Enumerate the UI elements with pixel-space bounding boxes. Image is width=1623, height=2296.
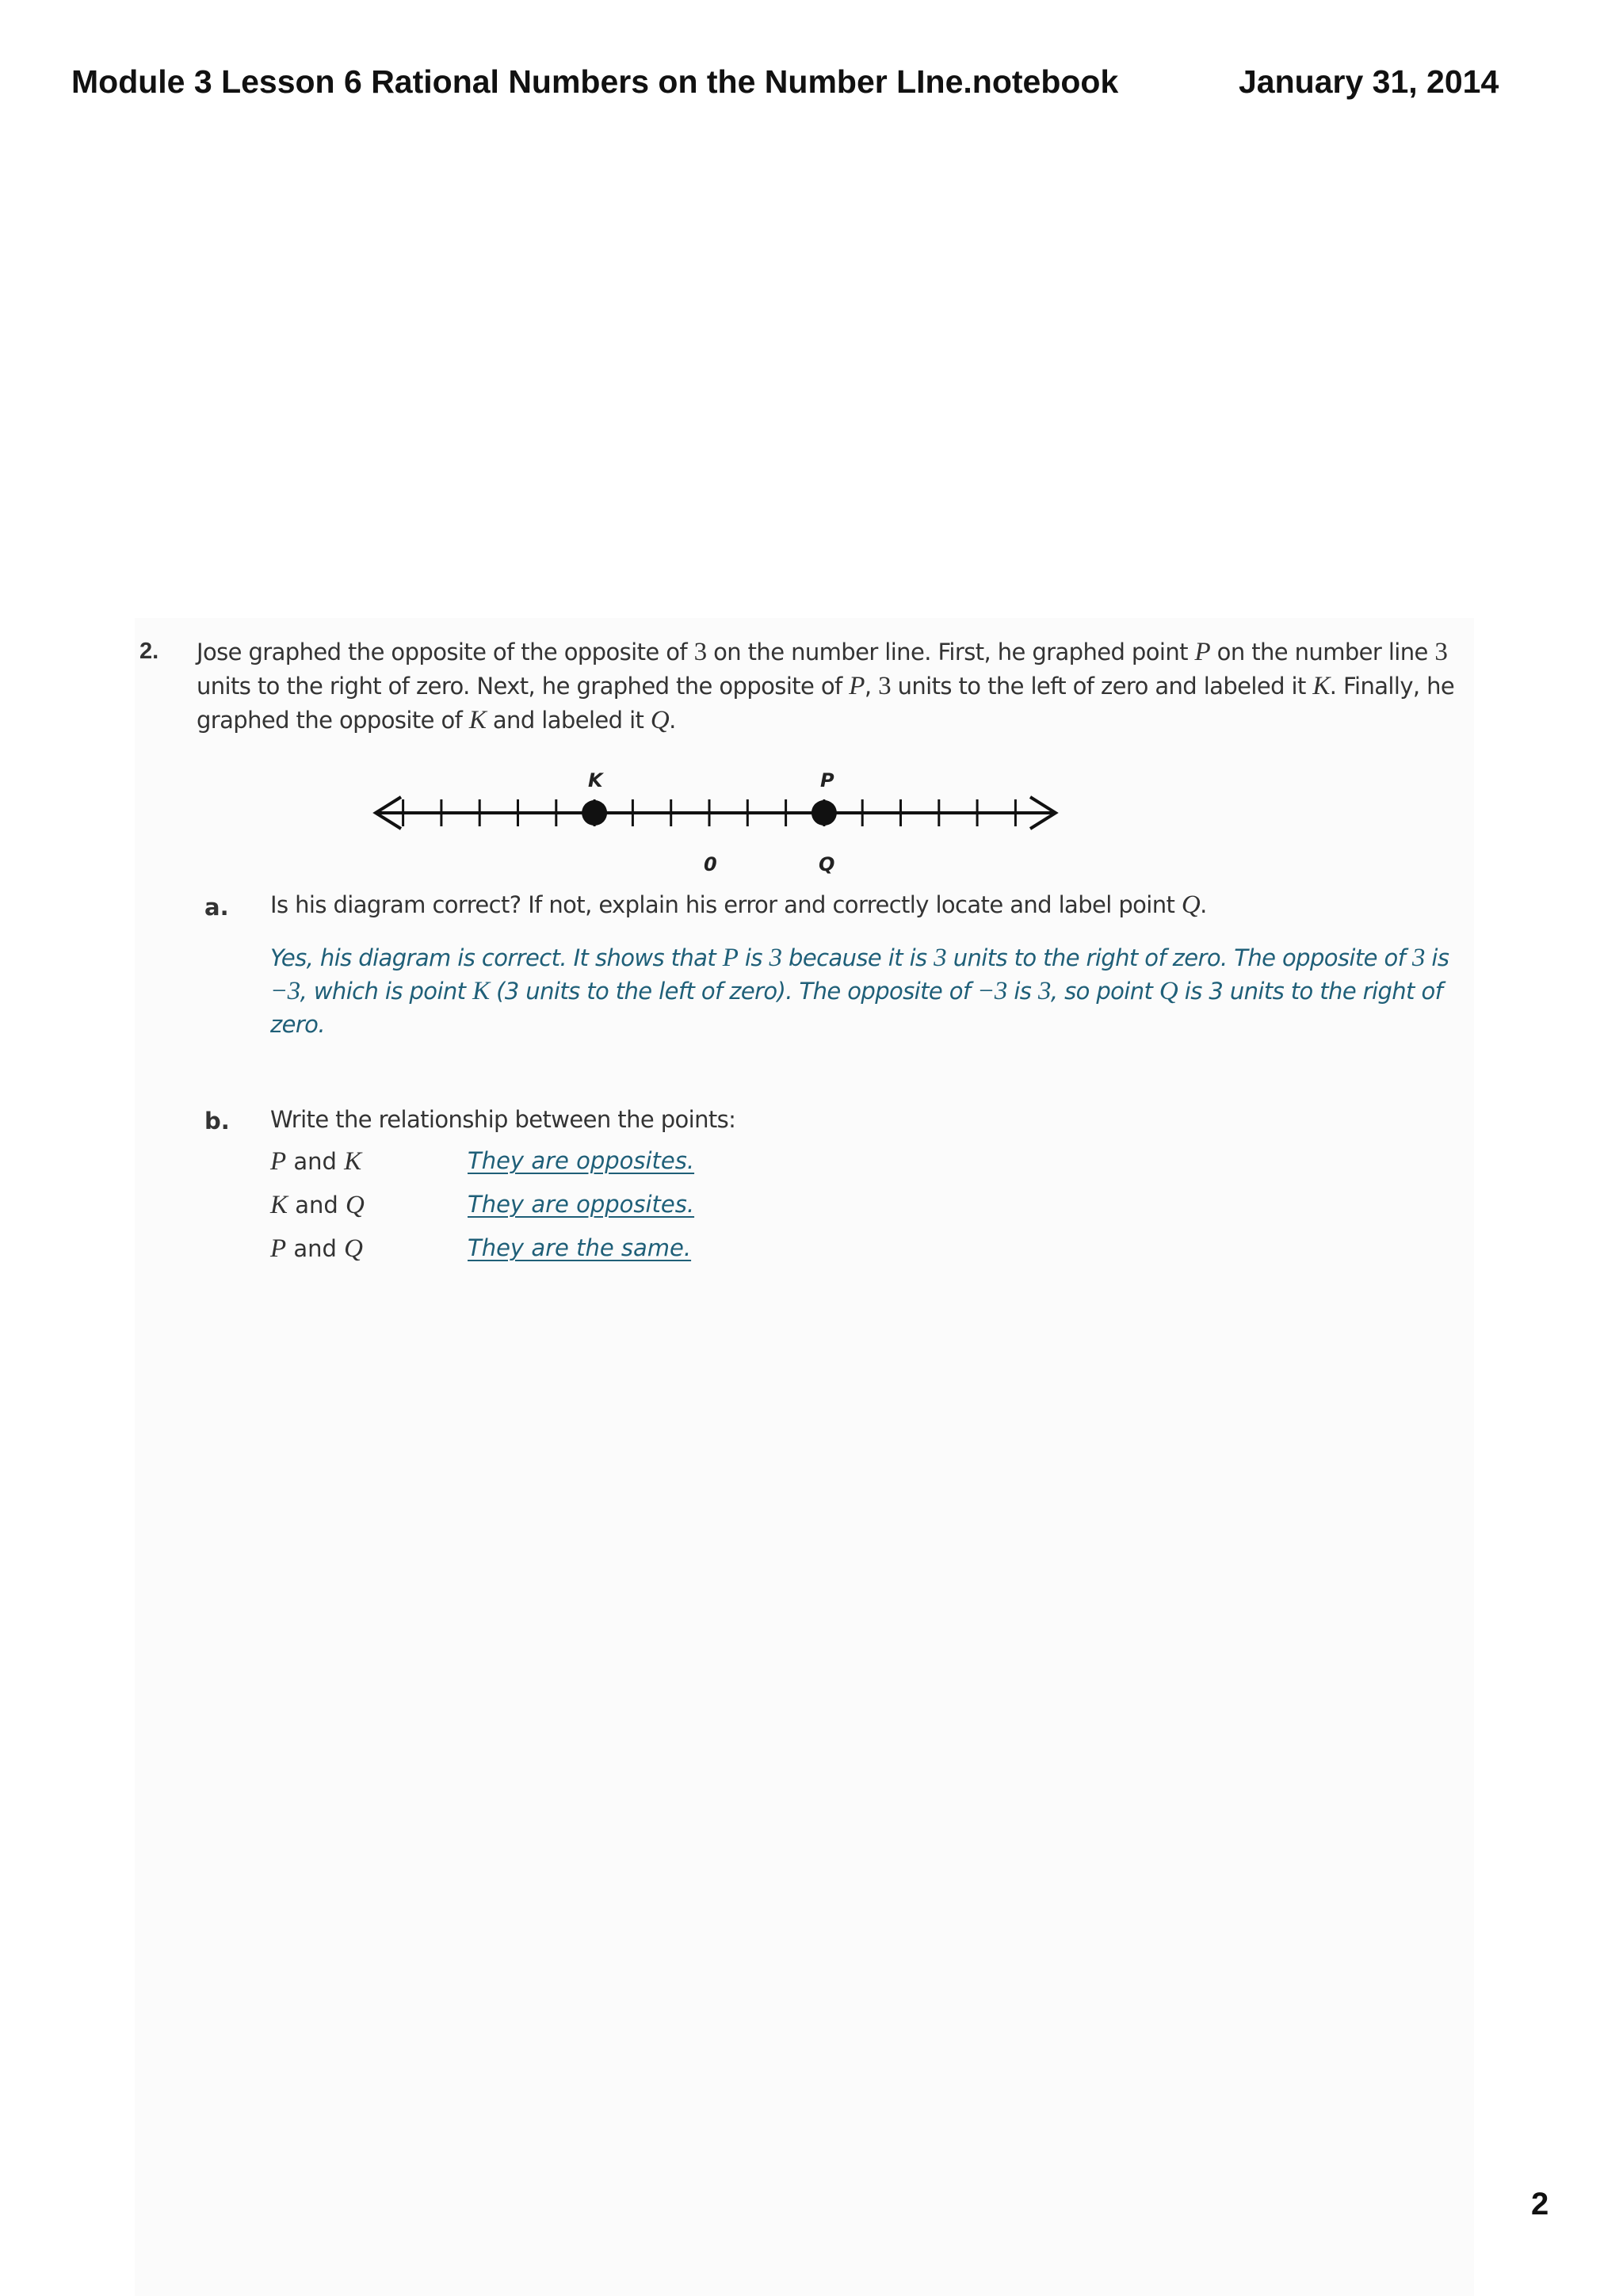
number: 3	[934, 944, 947, 972]
variable: K	[472, 977, 490, 1005]
prompt-line: units to the right of zero. Next, he graphed the opposite of P, 3 units to the left of zero and labeled it K. Finally, he	[197, 672, 1455, 700]
answer-line: Yes, his diagram is correct. It shows that P is 3 because it is 3 units to the right of zero. The opposite of 3 is	[270, 944, 1449, 972]
number: 3	[1411, 944, 1425, 972]
relationship-answer: They are the same.	[468, 1234, 692, 1261]
variable: Q	[1181, 891, 1201, 919]
point-pair: P and Q	[270, 1234, 364, 1263]
relationship-answer: They are opposites.	[468, 1147, 695, 1174]
number: 3	[1434, 638, 1448, 666]
answer-line: zero.	[270, 1011, 325, 1038]
variable: P	[849, 672, 865, 700]
number: 3	[693, 638, 707, 666]
point-pair: P and K	[270, 1147, 362, 1176]
part-a-letter: a.	[204, 894, 229, 921]
document-title: Module 3 Lesson 6 Rational Numbers on the Number LIne.notebook	[71, 63, 1119, 100]
plotted-point	[582, 800, 607, 826]
question-prompt	[197, 635, 1465, 738]
label-p: P	[820, 769, 834, 791]
number: −3	[977, 977, 1007, 1005]
prompt-line: graphed the opposite of K and labeled it Q.	[197, 706, 676, 734]
part-b-letter: b.	[204, 1108, 230, 1135]
part-b-question: Write the relationship between the points:	[270, 1106, 736, 1133]
label-zero: 0	[704, 853, 717, 875]
variable: P	[722, 944, 739, 972]
label-k: K	[588, 769, 603, 791]
answer-line: −3, which is point K (3 units to the left of zero). The opposite of −3 is 3, so point Q is 3 units to the right of	[270, 977, 1443, 1005]
relationship-answer: They are opposites.	[468, 1191, 695, 1218]
plotted-point	[812, 800, 837, 826]
variable: P	[1194, 638, 1211, 666]
label-q: Q	[819, 853, 835, 875]
variable: K	[468, 706, 487, 734]
question-number: 2.	[139, 639, 159, 664]
prompt-line: Jose graphed the opposite of the opposite of 3 on the number line. First, he graphed point P on the number line 3	[197, 638, 1448, 666]
part-a-question: Is his diagram correct? If not, explain his error and correctly locate and label point Q.	[270, 891, 1207, 919]
document-date: January 31, 2014	[1239, 63, 1499, 100]
variable: Q	[650, 706, 670, 734]
part-a-answer	[270, 941, 1475, 1041]
point-pair: K and Q	[270, 1191, 365, 1219]
number: 3	[1037, 977, 1051, 1005]
variable: Q	[1159, 977, 1178, 1005]
number: −3	[270, 977, 300, 1005]
number-line-graphic	[365, 761, 1078, 879]
number-line-axis	[376, 797, 1056, 829]
variable: K	[1312, 672, 1330, 700]
page-number: 2	[1531, 2187, 1549, 2222]
number: 3	[878, 672, 891, 700]
number-line	[365, 761, 1078, 879]
number: 3	[769, 944, 782, 972]
